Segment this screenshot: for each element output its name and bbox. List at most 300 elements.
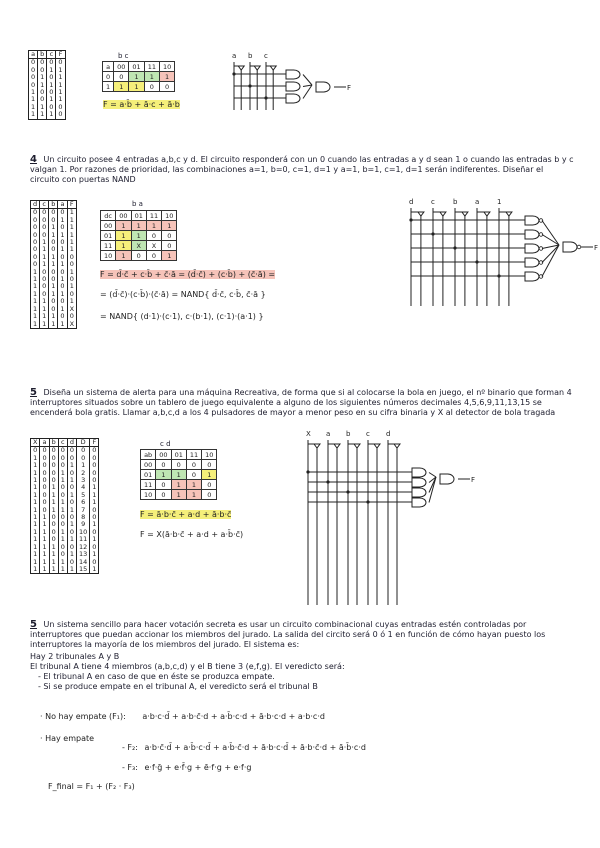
junction-dot	[409, 218, 412, 221]
kmap-col-label: 11	[144, 62, 159, 72]
tt-cell: 1	[58, 507, 67, 514]
problem-5b-line1: Hay 2 tribunales A y B	[30, 652, 120, 661]
tt-cell: 1	[67, 209, 76, 217]
tt-cell: 0	[40, 291, 49, 298]
tt-cell: 1	[31, 492, 40, 499]
f2-expr: a·b·c̄·d̄ + a·b̄·c·d̄ + a·b̄·c̄·d + ā·b·c·d̄ + ā·b·c̄·d + ā·b̄·c·d	[144, 743, 366, 752]
tt-cell: 0	[77, 455, 90, 462]
tt-cell: 0	[67, 254, 76, 261]
tt-cell: 0	[67, 455, 76, 462]
kmap-col-label: 11	[186, 450, 201, 460]
circuit-1	[228, 52, 358, 112]
input-label: 1	[497, 198, 502, 206]
kmap-cell: 1	[114, 82, 129, 92]
tt-cell: 0	[56, 111, 65, 119]
tt-cell: 0	[90, 514, 99, 521]
tt-cell: 1	[58, 261, 67, 268]
tt-cell: 0	[38, 96, 47, 103]
tt-cell: 0	[90, 470, 99, 477]
tt-cell: 0	[31, 261, 40, 268]
tt-cell: 0	[40, 507, 49, 514]
tt-cell: 0	[31, 224, 40, 231]
tt-cell: 13	[77, 551, 90, 558]
truth-table-4	[30, 200, 77, 329]
tt-header-cell: F	[67, 201, 76, 209]
junction-dot	[366, 500, 369, 503]
input-label: b	[453, 198, 458, 206]
table-row	[31, 321, 77, 329]
kmap-cell: 1	[116, 221, 131, 231]
kmap-cell: 0	[186, 470, 201, 480]
and-gate	[412, 488, 426, 497]
tt-cell: 1	[47, 96, 56, 103]
tt-cell: 1	[58, 291, 67, 298]
tt-cell: 0	[40, 224, 49, 231]
tt-cell: 1	[58, 306, 67, 313]
tt-cell: 0	[40, 283, 49, 290]
truth-table-5	[30, 438, 99, 574]
tt-cell: 1	[67, 551, 76, 558]
tt-cell: 1	[31, 462, 40, 469]
tt-header-cell: c	[58, 439, 67, 447]
tt-cell: 0	[40, 499, 49, 506]
kmap-cell: 1	[129, 82, 144, 92]
tt-cell: 1	[67, 246, 76, 253]
kmap-cell: 0	[162, 231, 177, 241]
tt-cell: 1	[90, 492, 99, 499]
tt-cell: 0	[31, 447, 40, 455]
tt-cell: 1	[40, 298, 49, 305]
tt-cell: 1	[29, 96, 38, 103]
tt-cell: 1	[90, 521, 99, 528]
kmap-col-label: 11	[146, 211, 161, 221]
tt-cell: 0	[49, 521, 58, 528]
tt-cell: 1	[40, 529, 49, 536]
tt-cell: 1	[38, 104, 47, 111]
problem-5-text: Diseña un sistema de alerta para una máquina Recreativa, de forma que si al colocarse la bola en juego, el nº binario que forman 4 interruptores situados sobre un tablero de juego equivalente a alguno de los siguientes números decimales 4,5,6,9,11,13,15 se encenderá bola gratis. Llamar a,b,c,d a los 4 pulsadores de mayor a menor peso en su cifra binaria y X al detector de bola tragada	[30, 388, 572, 417]
tt-cell: 1	[56, 74, 65, 81]
kmap-col-label: 10	[159, 62, 174, 72]
tt-cell: 0	[47, 104, 56, 111]
kmap-5-top-label: c d	[160, 440, 171, 448]
inverter-triangle	[254, 66, 260, 70]
tt-cell: 1	[56, 67, 65, 74]
kmap-row-label: 1	[103, 82, 114, 92]
kmap-cell: 1	[129, 72, 144, 82]
tt-cell: 7	[77, 507, 90, 514]
input-label: d	[386, 430, 391, 438]
truth-table-1	[28, 50, 66, 120]
kmap-cell: X	[146, 241, 161, 251]
formula-1	[103, 100, 180, 109]
tt-cell: 1	[40, 566, 49, 574]
tt-cell: 0	[90, 447, 99, 455]
tt-cell: 1	[29, 89, 38, 96]
kmap-row-label: 00	[101, 221, 116, 231]
kmap-row-label: 00	[141, 460, 156, 470]
tt-cell: 0	[49, 470, 58, 477]
kmap-4	[100, 210, 177, 261]
formula-1-text: F = a·b̄ + ā·c + ā·b	[103, 100, 180, 109]
output-gate	[316, 82, 330, 92]
tt-cell: 0	[49, 306, 58, 313]
kmap-cell: 1	[156, 470, 171, 480]
tt-cell: 0	[58, 514, 67, 521]
f3-label: - F₃:	[122, 763, 138, 772]
tt-cell: 1	[40, 514, 49, 521]
problem-5b-line4: - Si se produce empate en el tribunal A, el veredicto será el tribunal B	[38, 682, 318, 691]
tt-cell: 0	[67, 447, 76, 455]
eq-5-line1-text: F = ā·b·c̄ + a·d + ā·b·c̄	[140, 510, 232, 519]
problem-5-statement	[30, 388, 575, 418]
output-label: F	[471, 476, 476, 484]
kmap-col-label: 01	[171, 450, 186, 460]
tt-cell: 1	[31, 566, 40, 574]
kmap-corner: a	[103, 62, 114, 72]
tt-header-cell: b	[49, 201, 58, 209]
tt-cell: 0	[29, 59, 38, 67]
tt-cell: 0	[58, 269, 67, 276]
tt-cell: 1	[49, 283, 58, 290]
tt-cell: 1	[40, 261, 49, 268]
kmap-cell: 0	[186, 460, 201, 470]
problem-5-number: 5	[30, 387, 37, 398]
tt-cell: 1	[31, 470, 40, 477]
tt-cell: 1	[31, 499, 40, 506]
tt-cell: 0	[40, 232, 49, 239]
tt-cell: 1	[40, 321, 49, 329]
tt-cell: 0	[29, 74, 38, 81]
tt-cell: 14	[77, 559, 90, 566]
input-label: a	[232, 52, 237, 60]
tt-cell: 1	[31, 551, 40, 558]
and-gate	[286, 82, 300, 91]
tt-cell: 0	[58, 551, 67, 558]
tt-cell: 1	[58, 499, 67, 506]
kmap-col-label: 00	[156, 450, 171, 460]
tt-cell: 1	[29, 111, 38, 119]
kmap-row	[101, 231, 177, 241]
tt-header-cell: X	[31, 439, 40, 447]
tt-cell: 0	[47, 89, 56, 96]
tt-cell: 0	[58, 462, 67, 469]
tt-cell: 0	[49, 462, 58, 469]
tt-cell: 0	[40, 209, 49, 217]
tt-cell: 0	[90, 455, 99, 462]
tt-cell: 1	[31, 521, 40, 528]
problem-5b-statement	[30, 620, 575, 650]
tt-cell: 0	[47, 59, 56, 67]
tt-cell: 0	[58, 298, 67, 305]
tt-cell: 0	[58, 484, 67, 491]
gate-output-wire	[429, 473, 436, 478]
tt-cell: 0	[56, 104, 65, 111]
kmap-cell: 1	[131, 231, 146, 241]
kmap-col-label: 01	[131, 211, 146, 221]
tt-cell: 0	[40, 455, 49, 462]
emp-label: · Hay empate	[40, 734, 95, 743]
kmap-cell: 1	[186, 480, 201, 490]
tt-cell: 0	[49, 276, 58, 283]
tt-cell: 0	[90, 559, 99, 566]
problem-4-statement	[30, 155, 575, 185]
tt-cell: 1	[90, 566, 99, 574]
junction-dot	[431, 232, 434, 235]
tt-cell: 0	[40, 477, 49, 484]
tt-cell: X	[67, 321, 76, 329]
tt-cell: 1	[31, 507, 40, 514]
tt-cell: 0	[58, 447, 67, 455]
tt-cell: 0	[58, 521, 67, 528]
tt-cell: 11	[77, 536, 90, 543]
tt-cell: 1	[90, 536, 99, 543]
kmap-row-label: 01	[141, 470, 156, 480]
kmap-row-label: 0	[103, 72, 114, 82]
tt-cell: 0	[38, 89, 47, 96]
tt-cell: 1	[58, 566, 67, 574]
tt-cell: 3	[77, 477, 90, 484]
tt-header-cell: d	[67, 439, 76, 447]
kmap-header-row	[101, 211, 177, 221]
tt-cell: 1	[58, 559, 67, 566]
tt-cell: 1	[40, 239, 49, 246]
tt-cell: 1	[49, 499, 58, 506]
tt-cell: 0	[58, 209, 67, 217]
kmap-cell: 1	[159, 72, 174, 82]
kmap-cell: 1	[202, 470, 217, 480]
tt-header-cell: c	[47, 51, 56, 59]
tt-header-cell: D	[77, 439, 90, 447]
kmap-cell: 0	[156, 480, 171, 490]
tt-cell: 10	[77, 529, 90, 536]
inverter-triangle	[374, 444, 380, 448]
kmap-row	[103, 72, 175, 82]
tt-cell: 1	[49, 492, 58, 499]
tt-cell: 1	[31, 536, 40, 543]
junction-dot	[475, 260, 478, 263]
tt-cell: 0	[67, 544, 76, 551]
output-label: F	[594, 244, 599, 252]
tt-cell: 0	[40, 484, 49, 491]
tt-cell: 1	[47, 67, 56, 74]
tt-cell: 1	[31, 298, 40, 305]
eq-4-line1	[100, 270, 275, 279]
tt-cell: 0	[47, 74, 56, 81]
circuit-4	[405, 198, 599, 308]
tt-cell: 8	[77, 514, 90, 521]
tt-cell: 0	[31, 239, 40, 246]
inverter-triangle	[238, 66, 244, 70]
tt-cell: 0	[38, 59, 47, 67]
tt-cell: 9	[77, 521, 90, 528]
kmap-row	[141, 490, 217, 500]
tt-cell: 1	[90, 484, 99, 491]
tt-cell: 1	[49, 566, 58, 574]
tt-cell: 1	[31, 544, 40, 551]
tt-cell: 1	[40, 544, 49, 551]
kmap-row-label: 11	[101, 241, 116, 251]
tt-cell: 0	[49, 246, 58, 253]
kmap-cell: 0	[131, 251, 146, 261]
tt-header-cell: a	[58, 201, 67, 209]
tt-cell: 0	[49, 455, 58, 462]
table-row	[29, 111, 66, 119]
tt-cell: 2	[77, 470, 90, 477]
kmap-row	[141, 480, 217, 490]
tt-cell: 0	[67, 499, 76, 506]
tt-cell: 1	[31, 514, 40, 521]
tt-cell: 0	[31, 254, 40, 261]
tt-cell: 4	[77, 484, 90, 491]
tt-header-cell: c	[40, 201, 49, 209]
tt-cell: 0	[49, 514, 58, 521]
junction-dot	[453, 246, 456, 249]
tt-cell: 0	[31, 209, 40, 217]
tt-cell: 1	[31, 306, 40, 313]
input-label: c	[366, 430, 370, 438]
kmap-cell: 1	[116, 251, 131, 261]
kmap-col-label: 00	[116, 211, 131, 221]
tt-cell: 1	[67, 521, 76, 528]
input-label: b	[248, 52, 253, 60]
tt-cell: 0	[49, 239, 58, 246]
kmap-col-label: 10	[162, 211, 177, 221]
tt-cell: 0	[31, 246, 40, 253]
tt-cell: 1	[58, 276, 67, 283]
tt-cell: 0	[58, 224, 67, 231]
tt-cell: 1	[40, 559, 49, 566]
eq-4-line2: = (d̄·c̄)·(c·b̄)·(c̄·ā) = NAND{ d̄·c̄, c·b̄, c̄·ā }	[100, 290, 266, 299]
kmap-row	[101, 241, 177, 251]
tt-cell: 1	[38, 74, 47, 81]
tt-cell: 1	[58, 470, 67, 477]
inverter-triangle	[506, 212, 512, 216]
tt-cell: 0	[40, 470, 49, 477]
kmap-corner: ab	[141, 450, 156, 460]
kmap-row-label: 11	[141, 480, 156, 490]
tt-cell: 0	[49, 529, 58, 536]
f2-row	[122, 743, 366, 752]
tt-header-cell: a	[40, 439, 49, 447]
tt-cell: 1	[31, 283, 40, 290]
kmap-cell: 0	[202, 490, 217, 500]
kmap-row-label: 10	[101, 251, 116, 261]
tt-cell: 1	[49, 313, 58, 320]
tt-header-cell: a	[29, 51, 38, 59]
tt-cell: 0	[67, 514, 76, 521]
tt-cell: 0	[49, 477, 58, 484]
kmap-cell: 0	[156, 460, 171, 470]
input-label: X	[306, 430, 311, 438]
tt-cell: 0	[90, 507, 99, 514]
input-label: d	[409, 198, 414, 206]
tt-header-cell: F	[90, 439, 99, 447]
inverter-triangle	[354, 444, 360, 448]
tt-cell: 0	[58, 313, 67, 320]
tt-cell: 0	[67, 313, 76, 320]
kmap-cell: 0	[144, 82, 159, 92]
kmap-cell: 0	[146, 251, 161, 261]
inverter-triangle	[394, 444, 400, 448]
problem-4-text: Un circuito posee 4 entradas a,b,c y d. El circuito responderá con un 0 cuando las entradas a y d sean 1 o cuando las entradas b y c valgan 1. Por razones de prioridad, las combinaciones a=1, b=0, c=1, d=1 y a=1, b=1, c=1, d=1 serán indiferentes. Diseñar el circuito con puertas NAND	[30, 155, 574, 184]
tt-cell: 1	[49, 254, 58, 261]
kmap-cell: 1	[171, 480, 186, 490]
tt-cell: 1	[90, 551, 99, 558]
tt-cell: 1	[49, 291, 58, 298]
tt-cell: 1	[38, 82, 47, 89]
tt-cell: 1	[31, 455, 40, 462]
kmap-4-top-label: b a	[132, 200, 143, 208]
kmap-corner: dc	[101, 211, 116, 221]
tt-cell: 1	[31, 321, 40, 329]
tt-cell: 5	[77, 492, 90, 499]
tt-cell: 1	[31, 291, 40, 298]
inverter-triangle	[334, 444, 340, 448]
inverter-triangle	[270, 66, 276, 70]
tt-cell: 1	[49, 484, 58, 491]
kmap-header-row	[103, 62, 175, 72]
kmap-row	[141, 470, 217, 480]
tt-cell: 1	[31, 313, 40, 320]
problem-4-number: 4	[30, 154, 37, 165]
tt-cell: 15	[77, 566, 90, 574]
inverter-triangle	[314, 444, 320, 448]
kmap-5	[140, 449, 217, 500]
tt-cell: 1	[31, 484, 40, 491]
tt-cell: 1	[56, 96, 65, 103]
inverter-bubble	[577, 245, 581, 249]
f3-expr: e·f·ḡ + e·f̄·g + ē·f·g + e·f·g	[144, 763, 252, 772]
tt-cell: 0	[40, 217, 49, 224]
kmap-row	[141, 460, 217, 470]
kmap-cell: 0	[156, 490, 171, 500]
tt-header-cell: b	[49, 439, 58, 447]
output-gate	[440, 474, 454, 484]
tt-cell: 0	[67, 470, 76, 477]
kmap-cell: X	[131, 241, 146, 251]
tt-cell: 0	[40, 492, 49, 499]
kmap-row	[101, 221, 177, 231]
tt-cell: 1	[58, 477, 67, 484]
tt-cell: 0	[49, 298, 58, 305]
and-gate	[412, 498, 426, 507]
tt-cell: 1	[31, 477, 40, 484]
tt-cell: 12	[77, 544, 90, 551]
tt-cell: 0	[49, 269, 58, 276]
tt-cell: 1	[67, 462, 76, 469]
tt-cell: 1	[49, 507, 58, 514]
tt-cell: 0	[40, 462, 49, 469]
problem-5b-number: 5	[30, 619, 37, 630]
and-gate	[525, 216, 539, 225]
gate-output-wire	[542, 245, 559, 277]
f1-expr: a·b·c·d̄ + a·b·c̄·d + a·b̄·c·d + ā·b·c·d + a·b·c·d	[142, 712, 325, 721]
f2-label: - F₂:	[122, 743, 138, 752]
tt-cell: 1	[67, 492, 76, 499]
and-gate	[286, 94, 300, 103]
and-gate	[412, 478, 426, 487]
kmap-row	[103, 82, 175, 92]
tt-cell: 1	[58, 536, 67, 543]
tt-cell: 1	[90, 499, 99, 506]
kmap-cell: 1	[131, 221, 146, 231]
tt-cell: 0	[31, 232, 40, 239]
tt-cell: 0	[49, 209, 58, 217]
inverter-triangle	[440, 212, 446, 216]
tt-cell: 1	[67, 217, 76, 224]
tt-cell: 0	[38, 67, 47, 74]
junction-dot	[497, 274, 500, 277]
